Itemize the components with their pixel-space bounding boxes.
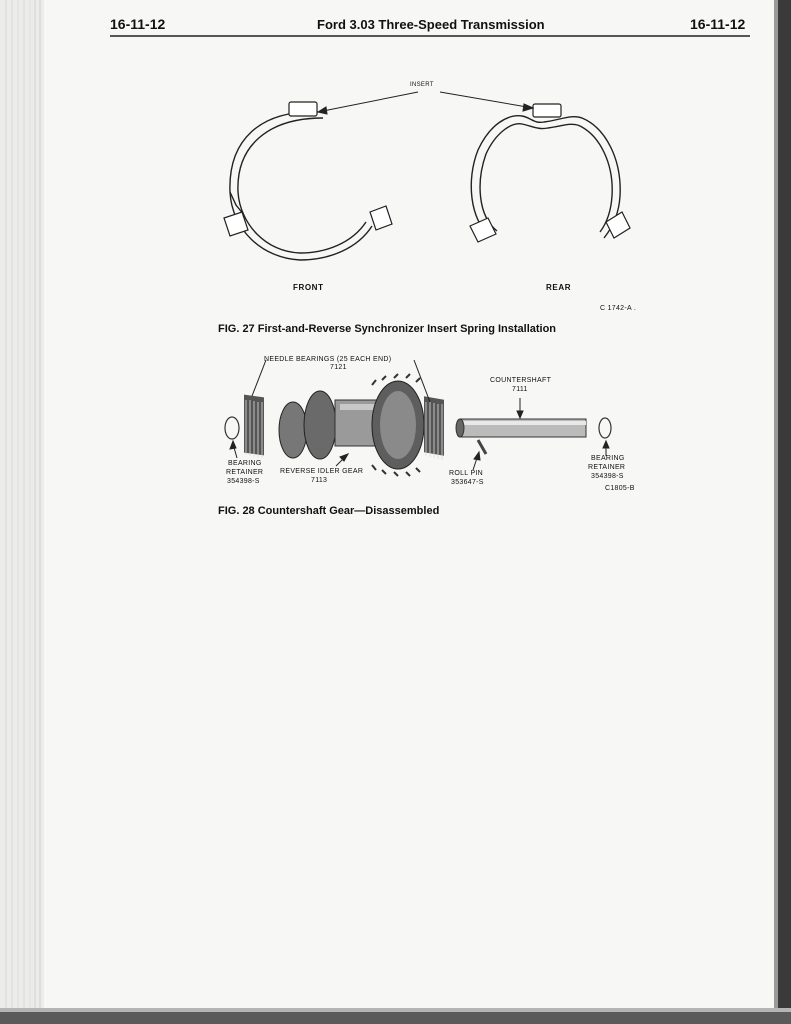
fig28-code: C1805-B <box>605 485 635 492</box>
gear-cluster <box>279 374 424 476</box>
left-bearing-label-2: RETAINER <box>226 469 264 476</box>
roll-pin-label: ROLL PIN <box>449 470 484 477</box>
fig27-code: C 1742-A . <box>600 305 637 312</box>
right-needle-bearings <box>424 396 444 460</box>
front-label: FRONT <box>293 283 324 292</box>
left-needle-bearings <box>244 395 264 458</box>
needle-bearings-part: 7121 <box>330 364 347 371</box>
right-bearing-retainer-ring <box>599 418 611 438</box>
page-number-right: 16-11-12 <box>690 16 746 32</box>
page-number-left: 16-11-12 <box>110 16 166 32</box>
reverse-idler-gear-part: 7113 <box>311 477 328 484</box>
roll-pin-part: 353647-S <box>451 479 484 486</box>
right-bearing-label-1: BEARING <box>591 455 625 462</box>
rear-label: REAR <box>546 283 572 292</box>
reverse-idler-gear-label: REVERSE IDLER GEAR <box>280 468 364 475</box>
right-bearing-label-2: RETAINER <box>588 464 626 471</box>
left-bearing-retainer-ring <box>225 417 239 439</box>
right-bearing-part: 354398-S <box>591 473 624 480</box>
countershaft-label: COUNTERSHAFT <box>490 377 552 384</box>
countershaft-part: 7111 <box>512 386 528 393</box>
needle-bearings-label: NEEDLE BEARINGS (25 EACH END) <box>264 356 392 363</box>
page-title: Ford 3.03 Three-Speed Transmission <box>317 17 545 32</box>
left-bearing-part: 354398-S <box>227 478 260 485</box>
fig27-caption: FIG. 27 First-and-Reverse Synchronizer Insert Spring Installation <box>218 323 557 335</box>
fig28-caption: FIG. 28 Countershaft Gear—Disassembled <box>218 505 440 517</box>
countershaft-shaft <box>456 419 586 437</box>
left-bearing-label-1: BEARING <box>228 460 262 467</box>
insert-label: INSERT <box>410 82 434 88</box>
